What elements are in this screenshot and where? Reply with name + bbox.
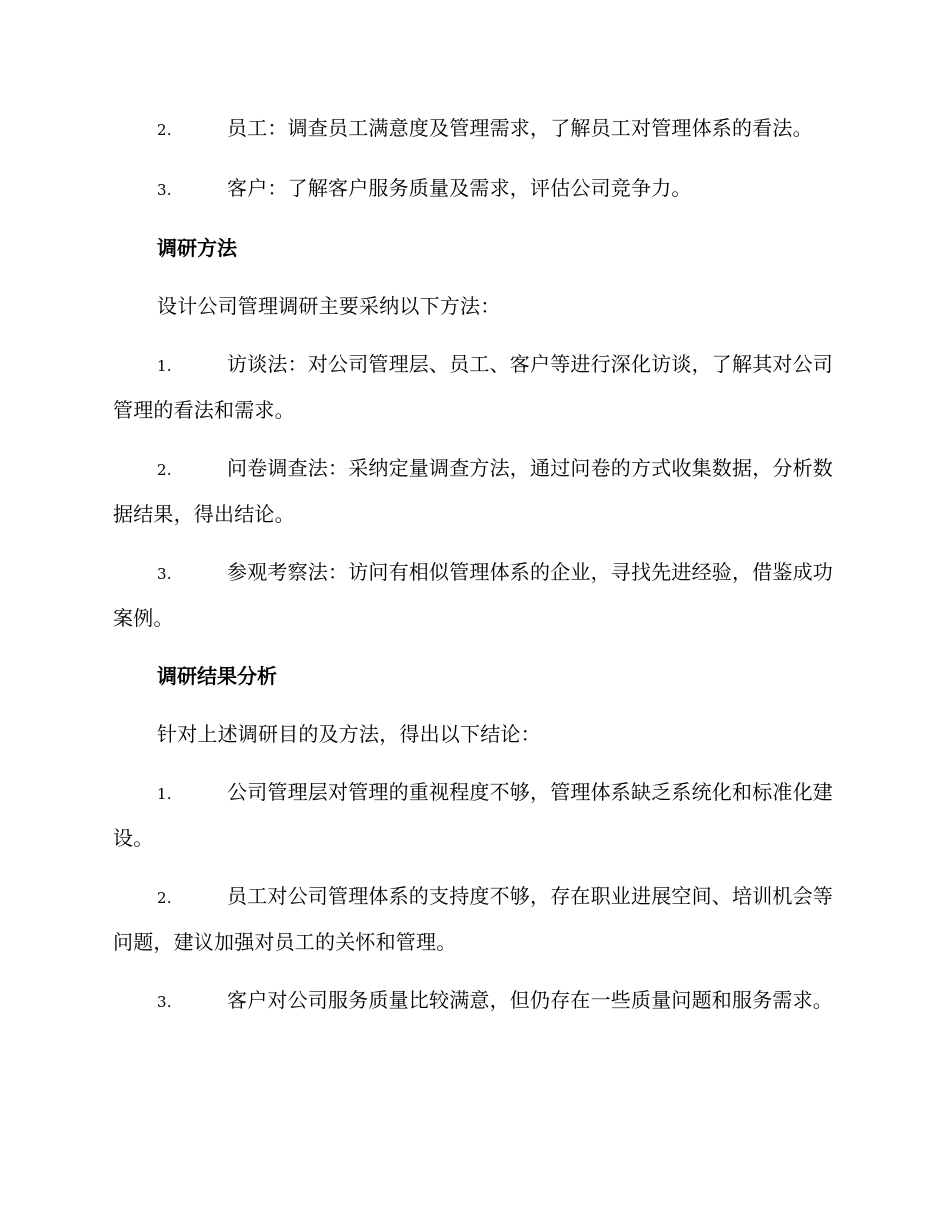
list-item (113, 342, 833, 432)
list-item (113, 550, 833, 640)
list-number: 3. (157, 993, 172, 1011)
list-number: 2. (157, 121, 172, 139)
list-number: 3. (157, 565, 172, 583)
document-body (113, 106, 833, 1038)
list-number: 1. (157, 785, 172, 803)
methods-intro: 设计公司管理调研主要采纳以下方法： (157, 294, 501, 318)
list-text: 客户对公司服务质量比较满意，但仍存在一些质量问题和服务需求。 (227, 988, 833, 1012)
list-number: 2. (157, 461, 172, 479)
list-number: 1. (157, 357, 172, 375)
list-item (113, 166, 833, 212)
list-text: 参观考察法：访问有相似管理体系的企业，寻找先进经验，借鉴成功案例。 (113, 560, 833, 630)
list-number: 3. (157, 181, 172, 199)
list-item (113, 446, 833, 536)
section-heading-methods: 调研方法 (157, 236, 237, 260)
section-heading-results: 调研结果分析 (157, 664, 277, 688)
list-text: 客户：了解客户服务质量及需求，评估公司竞争力。 (227, 176, 692, 200)
list-text: 访谈法：对公司管理层、员工、客户等进行深化访谈，了解其对公司管理的看法和需求。 (113, 352, 833, 422)
list-number: 2. (157, 889, 172, 907)
list-text: 公司管理层对管理的重视程度不够，管理体系缺乏系统化和标准化建设。 (113, 780, 833, 850)
results-intro: 针对上述调研目的及方法，得出以下结论： (157, 722, 541, 746)
list-text: 问卷调查法：采纳定量调查方法，通过问卷的方式收集数据，分析数据结果，得出结论。 (113, 456, 833, 526)
list-text: 员工对公司管理体系的支持度不够，存在职业进展空间、培训机会等问题，建议加强对员工的关怀和管理。 (113, 884, 833, 954)
list-item (113, 106, 833, 152)
list-item (113, 874, 833, 964)
list-item (113, 978, 833, 1024)
list-text: 员工：调查员工满意度及管理需求，了解员工对管理体系的看法。 (227, 116, 813, 140)
list-item (113, 770, 833, 860)
